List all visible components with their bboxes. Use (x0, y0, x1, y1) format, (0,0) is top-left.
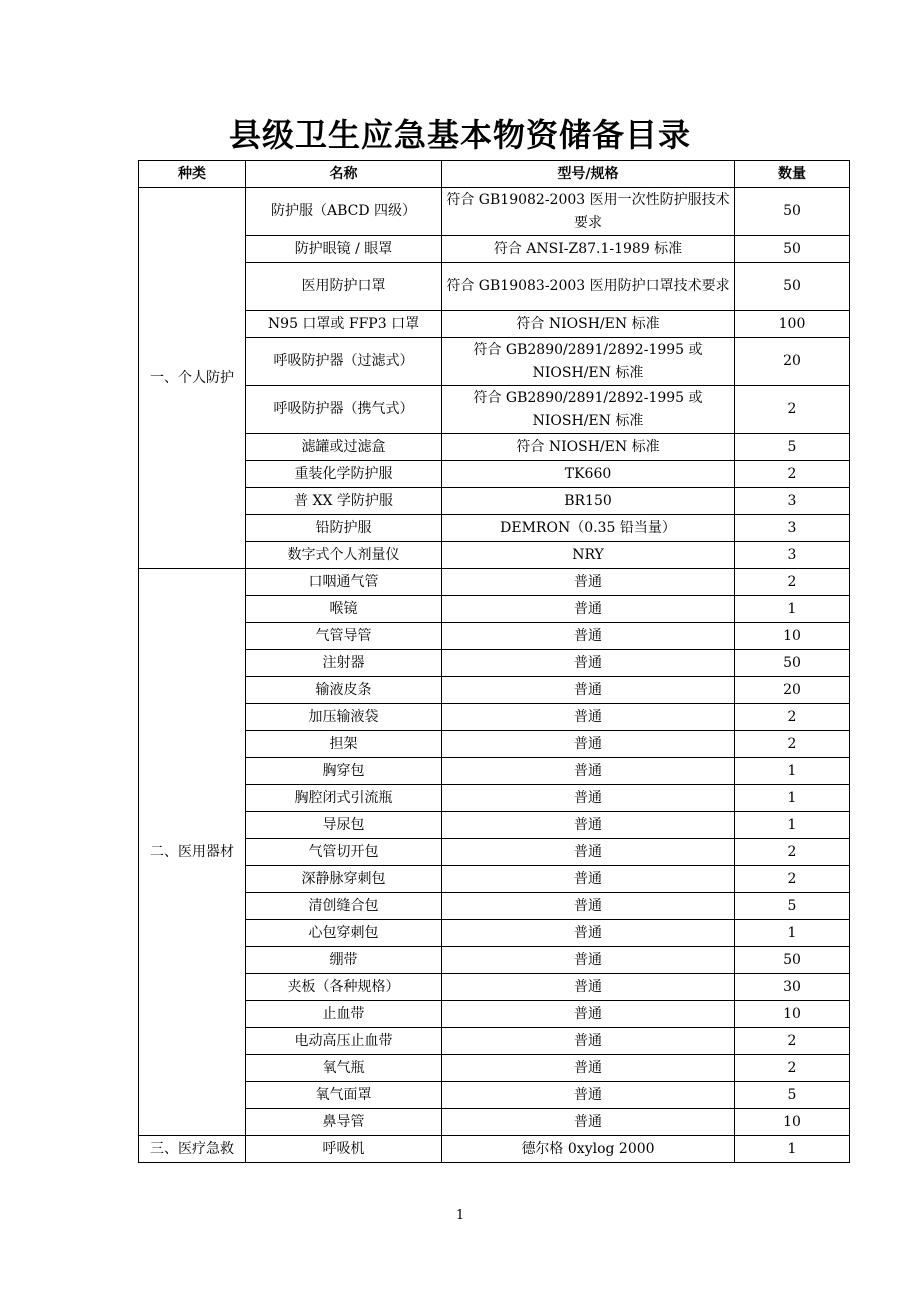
item-name-cell: 心包穿刺包 (246, 920, 442, 947)
table-row (139, 893, 850, 920)
item-quantity-cell: 50 (735, 650, 850, 677)
item-spec-cell: 符合 GB2890/2891/2892-1995 或 NIOSH/EN 标准 (442, 338, 735, 386)
item-quantity-cell: 50 (735, 947, 850, 974)
item-quantity-cell: 1 (735, 1136, 850, 1163)
item-spec-cell: 普通 (442, 704, 735, 731)
table-row (139, 623, 850, 650)
item-spec-cell: 普通 (442, 785, 735, 812)
item-quantity-cell: 5 (735, 893, 850, 920)
item-quantity-cell: 5 (735, 1082, 850, 1109)
item-quantity-cell: 2 (735, 866, 850, 893)
item-name-cell: 氧气瓶 (246, 1055, 442, 1082)
item-quantity-cell: 3 (735, 542, 850, 569)
category-cell: 三、医疗急救 (139, 1136, 246, 1163)
item-name-cell: 鼻导管 (246, 1109, 442, 1136)
item-quantity-cell: 30 (735, 974, 850, 1001)
table-row (139, 785, 850, 812)
table-row (139, 650, 850, 677)
table-row (139, 236, 850, 263)
item-spec-cell: 普通 (442, 839, 735, 866)
page-number: 1 (455, 1208, 465, 1223)
item-quantity-cell: 1 (735, 596, 850, 623)
category-cell: 一、个人防护 (139, 188, 246, 569)
item-spec-cell: 符合 NIOSH/EN 标准 (442, 311, 735, 338)
header-name: 名称 (246, 161, 442, 188)
item-name-cell: 口咽通气管 (246, 569, 442, 596)
item-name-cell: 呼吸防护器（携气式） (246, 386, 442, 434)
table-row (139, 542, 850, 569)
header-category: 种类 (139, 161, 246, 188)
table-row (139, 947, 850, 974)
item-quantity-cell: 10 (735, 1109, 850, 1136)
table-row (139, 461, 850, 488)
table-row (139, 338, 850, 386)
item-quantity-cell: 2 (735, 1055, 850, 1082)
table-body (139, 188, 850, 1163)
item-name-cell: 夹板（各种规格） (246, 974, 442, 1001)
item-name-cell: 重装化学防护服 (246, 461, 442, 488)
item-spec-cell: DEMRON（0.35 铅当量） (442, 515, 735, 542)
table-row (139, 920, 850, 947)
item-spec-cell: 符合 NIOSH/EN 标准 (442, 434, 735, 461)
category-cell: 二、医用器材 (139, 569, 246, 1136)
item-name-cell: 医用防护口罩 (246, 263, 442, 311)
item-spec-cell: BR150 (442, 488, 735, 515)
table-row (139, 1136, 850, 1163)
item-spec-cell: 德尔格 0xylog 2000 (442, 1136, 735, 1163)
table-row (139, 569, 850, 596)
item-quantity-cell: 2 (735, 461, 850, 488)
table-row (139, 1028, 850, 1055)
item-name-cell: 气管导管 (246, 623, 442, 650)
item-quantity-cell: 50 (735, 188, 850, 236)
item-spec-cell: 普通 (442, 596, 735, 623)
table-row (139, 188, 850, 236)
table-row (139, 311, 850, 338)
item-name-cell: 导尿包 (246, 812, 442, 839)
header-quantity: 数量 (735, 161, 850, 188)
item-spec-cell: 普通 (442, 677, 735, 704)
item-name-cell: 喉镜 (246, 596, 442, 623)
item-quantity-cell: 3 (735, 488, 850, 515)
table-row (139, 386, 850, 434)
item-quantity-cell: 2 (735, 704, 850, 731)
item-quantity-cell: 2 (735, 569, 850, 596)
table-row (139, 1109, 850, 1136)
table-row (139, 974, 850, 1001)
item-quantity-cell: 1 (735, 785, 850, 812)
table-row (139, 839, 850, 866)
item-name-cell: 数字式个人剂量仪 (246, 542, 442, 569)
item-spec-cell: 普通 (442, 731, 735, 758)
table-header-row (139, 161, 850, 188)
item-spec-cell: 普通 (442, 569, 735, 596)
item-name-cell: 胸腔闭式引流瓶 (246, 785, 442, 812)
item-quantity-cell: 10 (735, 623, 850, 650)
item-spec-cell: 普通 (442, 650, 735, 677)
item-name-cell: 呼吸防护器（过滤式） (246, 338, 442, 386)
item-quantity-cell: 1 (735, 758, 850, 785)
table-row (139, 1055, 850, 1082)
item-name-cell: 铅防护服 (246, 515, 442, 542)
table-row (139, 515, 850, 542)
table-row (139, 1082, 850, 1109)
item-quantity-cell: 20 (735, 677, 850, 704)
item-name-cell: 胸穿包 (246, 758, 442, 785)
item-spec-cell: 符合 ANSI-Z87.1-1989 标准 (442, 236, 735, 263)
table-row (139, 263, 850, 311)
table-row (139, 704, 850, 731)
table-row (139, 677, 850, 704)
item-spec-cell: 普通 (442, 947, 735, 974)
item-name-cell: 输液皮条 (246, 677, 442, 704)
table-row (139, 596, 850, 623)
item-name-cell: 担架 (246, 731, 442, 758)
item-quantity-cell: 50 (735, 236, 850, 263)
page-title: 县级卫生应急基本物资储备目录 (228, 116, 691, 154)
item-name-cell: 防护服（ABCD 四级） (246, 188, 442, 236)
item-spec-cell: 普通 (442, 623, 735, 650)
item-quantity-cell: 50 (735, 263, 850, 311)
item-quantity-cell: 100 (735, 311, 850, 338)
item-name-cell: 气管切开包 (246, 839, 442, 866)
item-name-cell: 电动高压止血带 (246, 1028, 442, 1055)
header-spec: 型号/规格 (442, 161, 735, 188)
item-spec-cell: 符合 GB19083-2003 医用防护口罩技术要求 (442, 263, 735, 311)
item-spec-cell: 普通 (442, 1001, 735, 1028)
item-name-cell: 绷带 (246, 947, 442, 974)
item-name-cell: 普 XX 学防护服 (246, 488, 442, 515)
item-quantity-cell: 2 (735, 1028, 850, 1055)
item-quantity-cell: 5 (735, 434, 850, 461)
table-row (139, 812, 850, 839)
item-quantity-cell: 1 (735, 920, 850, 947)
item-quantity-cell: 2 (735, 839, 850, 866)
item-name-cell: 止血带 (246, 1001, 442, 1028)
item-spec-cell: 普通 (442, 1082, 735, 1109)
item-spec-cell: 普通 (442, 758, 735, 785)
table-row (139, 434, 850, 461)
item-name-cell: 深静脉穿刺包 (246, 866, 442, 893)
item-name-cell: 注射器 (246, 650, 442, 677)
item-quantity-cell: 10 (735, 1001, 850, 1028)
item-name-cell: 呼吸机 (246, 1136, 442, 1163)
item-name-cell: 防护眼镜 / 眼罩 (246, 236, 442, 263)
table-row (139, 866, 850, 893)
table-row (139, 758, 850, 785)
item-spec-cell: 普通 (442, 812, 735, 839)
item-name-cell: 加压输液袋 (246, 704, 442, 731)
item-spec-cell: 普通 (442, 893, 735, 920)
item-name-cell: N95 口罩或 FFP3 口罩 (246, 311, 442, 338)
item-quantity-cell: 2 (735, 731, 850, 758)
item-quantity-cell: 20 (735, 338, 850, 386)
item-quantity-cell: 1 (735, 812, 850, 839)
table-row (139, 1001, 850, 1028)
item-name-cell: 氧气面罩 (246, 1082, 442, 1109)
item-quantity-cell: 2 (735, 386, 850, 434)
item-quantity-cell: 3 (735, 515, 850, 542)
item-spec-cell: 符合 GB19082-2003 医用一次性防护服技术要求 (442, 188, 735, 236)
item-name-cell: 滤罐或过滤盒 (246, 434, 442, 461)
table-row (139, 731, 850, 758)
item-spec-cell: NRY (442, 542, 735, 569)
item-spec-cell: 普通 (442, 1109, 735, 1136)
item-spec-cell: 普通 (442, 1055, 735, 1082)
item-spec-cell: 普通 (442, 1028, 735, 1055)
item-spec-cell: 普通 (442, 974, 735, 1001)
supplies-table (138, 160, 850, 1163)
item-spec-cell: 普通 (442, 920, 735, 947)
item-spec-cell: TK660 (442, 461, 735, 488)
item-spec-cell: 普通 (442, 866, 735, 893)
table-row (139, 488, 850, 515)
item-name-cell: 清创缝合包 (246, 893, 442, 920)
item-spec-cell: 符合 GB2890/2891/2892-1995 或 NIOSH/EN 标准 (442, 386, 735, 434)
